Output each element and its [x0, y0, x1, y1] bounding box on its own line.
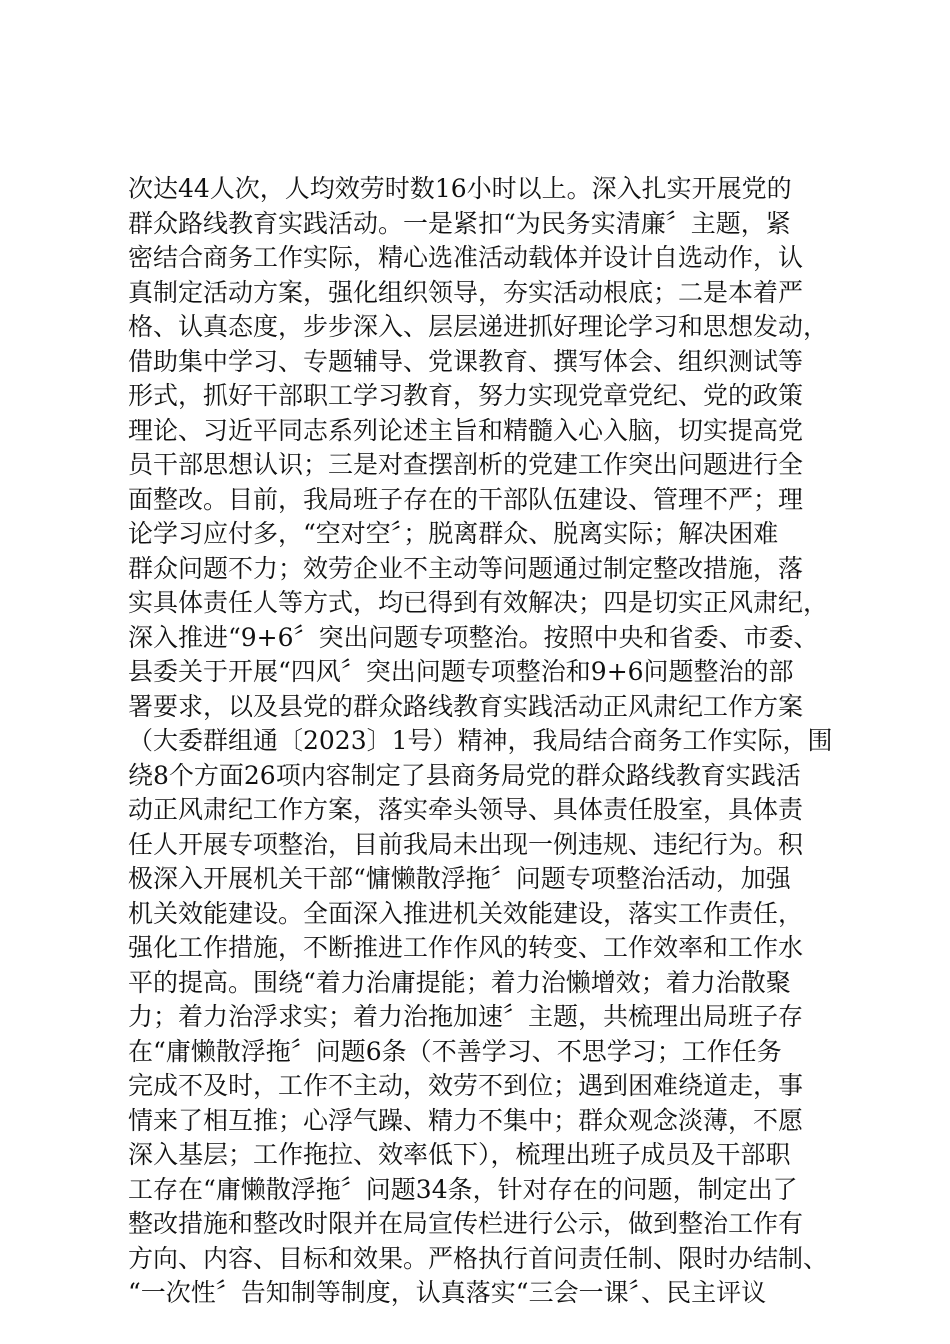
text-line: “一次性〞告知制等制度，认真落实“三会一课〞、民主评议 [128, 1278, 767, 1307]
text-line: 绕8个方面26项内容制定了县商务局党的群众路线教育实践活 [128, 760, 801, 790]
text-line: 面整改。目前，我局班子存在的干部队伍建设、管理不严；理 [128, 484, 804, 514]
text-line: 县委关于开展“四风〞突出问题专项整治和9+6问题整治的部 [128, 657, 794, 686]
text-line: 借助集中学习、专题辅导、党课教育、撰写体会、组织测试等 [128, 346, 804, 376]
text-line: 任人开展专项整治，目前我局未出现一例违规、违纪行为。积 [128, 829, 804, 859]
text-line: （大委群组通〔2023〕1号）精神，我局结合商务工作实际，围 [128, 726, 833, 755]
text-line: 形式，抓好干部职工学习教育，努力实现党章党纪、党的政策 [128, 381, 804, 410]
text-line: 在“庸懒散浮拖〞问题6条（不善学习、不思学习；工作任务 [128, 1036, 782, 1066]
text-line: 方向、内容、目标和效果。严格执行首问责任制、限时办结制、 [128, 1243, 829, 1273]
text-line: 真制定活动方案，强化组织领导，夯实活动根底；二是本着严 [128, 277, 804, 307]
text-line: 动正风肃纪工作方案，落实牵头领导、具体责任股室，具体责 [128, 795, 804, 824]
text-line: 平的提高。围绕“着力治庸提能；着力治懒增效；着力治散聚 [128, 967, 791, 997]
text-line: 强化工作措施，不断推进工作作风的转变、工作效率和工作水 [128, 933, 804, 962]
text-line: 力；着力治浮求实；着力治拖加速〞主题，共梳理出局班子存 [128, 1002, 804, 1031]
text-line: 员干部思想认识；三是对查摆剖析的党建工作突出问题进行全 [128, 450, 804, 479]
text-line: 次达44人次，人均效劳时数16小时以上。深入扎实开展党的 [128, 174, 792, 203]
text-line: 极深入开展机关干部“慵懒散浮拖〞问题专项整治活动，加强 [128, 864, 791, 893]
text-line: 情来了相互推；心浮气躁、精力不集中；群众观念淡薄，不愿 [128, 1105, 804, 1135]
text-line: 论学习应付多，“空对空〞；脱离群众、脱离实际；解决困难 [128, 519, 779, 548]
text-line: 群众路线教育实践活动。一是紧扣“为民务实清廉〞主题，紧 [128, 208, 791, 238]
text-line: 署要求，以及县党的群众路线教育实践活动正风肃纪工作方案 [128, 691, 804, 721]
text-line: 密结合商务工作实际，精心选准活动载体并设计自选动作，认 [128, 243, 804, 272]
text-line: 机关效能建设。全面深入推进机关效能建设，落实工作责任， [128, 898, 804, 928]
text-line: 深入基层；工作拖拉、效率低下），梳理出班子成员及干部职 [128, 1140, 791, 1169]
text-line: 整改措施和整改时限并在局宣传栏进行公示，做到整治工作有 [128, 1209, 804, 1238]
text-line: 深入推进“9+6〞突出问题专项整治。按照中央和省委、市委、 [128, 622, 819, 652]
text-line: 理论、习近平同志系列论述主旨和精髓入心入脑，切实提高党 [128, 415, 804, 445]
text-line: 完成不及时，工作不主动，效劳不到位；遇到困难绕道走，事 [128, 1071, 804, 1100]
body-text [128, 172, 838, 1311]
text-line: 群众问题不力；效劳企业不主动等问题通过制定整改措施，落 [128, 553, 804, 583]
text-line: 格、认真态度，步步深入、层层递进抓好理论学习和思想发动， [128, 312, 829, 341]
text-line: 工存在“庸懒散浮拖〞问题34条，针对存在的问题，制定出了 [128, 1174, 798, 1204]
text-line: 实具体责任人等方式，均已得到有效解决；四是切实正风肃纪， [128, 588, 829, 617]
